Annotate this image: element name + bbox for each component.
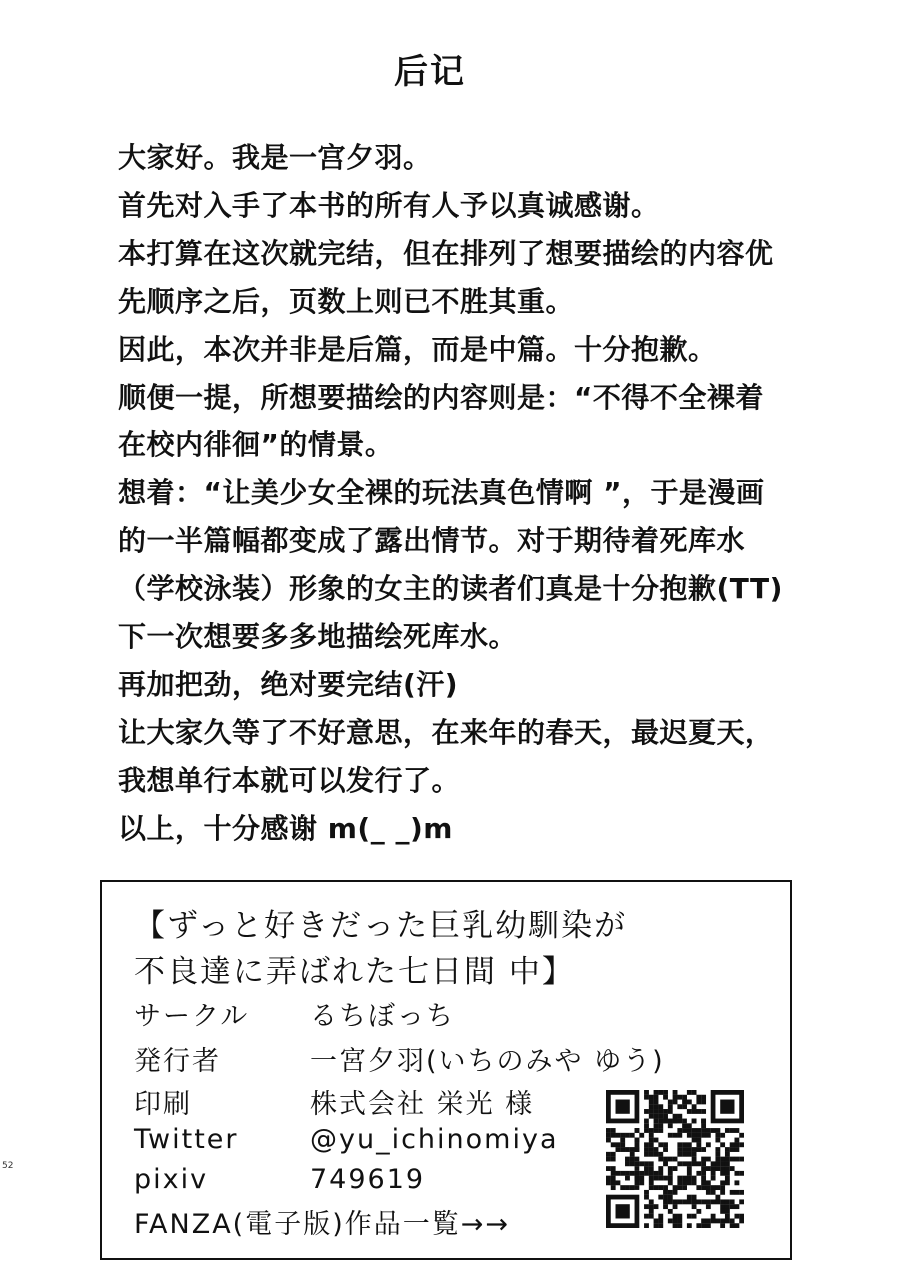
body-line: （学校泳装）形象的女主的读者们真是十分抱歉(TT)	[118, 572, 783, 606]
row-label: pixiv	[134, 1164, 209, 1195]
body-line: 下一次想要多多地描绘死库水。	[118, 620, 518, 654]
body-line: 想着：“让美少女全裸的玩法真色情啊 ”，于是漫画	[118, 476, 765, 510]
row-label: Twitter	[134, 1124, 239, 1155]
afterword-body	[118, 134, 878, 853]
body-line: 大家好。我是一宫夕羽。	[118, 141, 432, 174]
body-line: 让大家久等了不好意思，在来年的春天，最迟夏天，	[118, 715, 774, 749]
row-value[interactable]: @yu_ichinomiya	[310, 1124, 559, 1155]
row-label: 発行者	[134, 1046, 221, 1077]
fanza-link[interactable]: FANZA(電子版)作品一覧→→	[134, 1209, 510, 1240]
body-line: 再加把劲，绝对要完结(汗)	[118, 667, 459, 701]
body-line: 首先对入手了本书的所有人予以真诚感谢。	[118, 188, 660, 222]
row-value[interactable]: 749619	[310, 1164, 426, 1195]
page-number: 52	[2, 1161, 14, 1171]
body-line: 在校内徘徊”的情景。	[118, 428, 394, 462]
body-line: 因此，本次并非是后篇，而是中篇。十分抱歉。	[118, 332, 717, 366]
colophon-row-publisher	[134, 1039, 665, 1078]
row-label: 印刷	[134, 1089, 192, 1120]
row-value: 株式会社 栄光 様	[310, 1089, 535, 1120]
colophon-row-pixiv	[134, 1164, 426, 1195]
page-title: 后记	[394, 52, 466, 92]
row-value: 一宮夕羽(いちのみや ゆう)	[310, 1046, 665, 1077]
colophon-row-circle	[134, 994, 455, 1033]
colophon-row-twitter	[134, 1124, 559, 1155]
body-line: 本打算在这次就完结，但在排列了想要描绘的内容优	[118, 236, 774, 270]
body-line: 以上，十分感谢 m(_ _)m	[118, 811, 453, 845]
colophon-title-line1: 【ずっと好きだった巨乳幼馴染が	[134, 908, 628, 944]
body-line: 我想单行本就可以发行了。	[118, 763, 461, 797]
row-label: サークル	[134, 1001, 250, 1032]
body-line: 顺便一提，所想要描绘的内容则是：“不得不全裸着	[118, 380, 764, 414]
qr-code-icon[interactable]	[606, 1090, 744, 1228]
body-line: 的一半篇幅都变成了露出情节。对于期待着死库水	[118, 524, 746, 558]
row-value: るちぼっち	[310, 1001, 455, 1032]
colophon-title-line2: 不良達に弄ばれた七日間 中】	[134, 954, 575, 990]
colophon-row-printer	[134, 1082, 535, 1121]
body-line: 先顺序之后，页数上则已不胜其重。	[118, 284, 575, 318]
